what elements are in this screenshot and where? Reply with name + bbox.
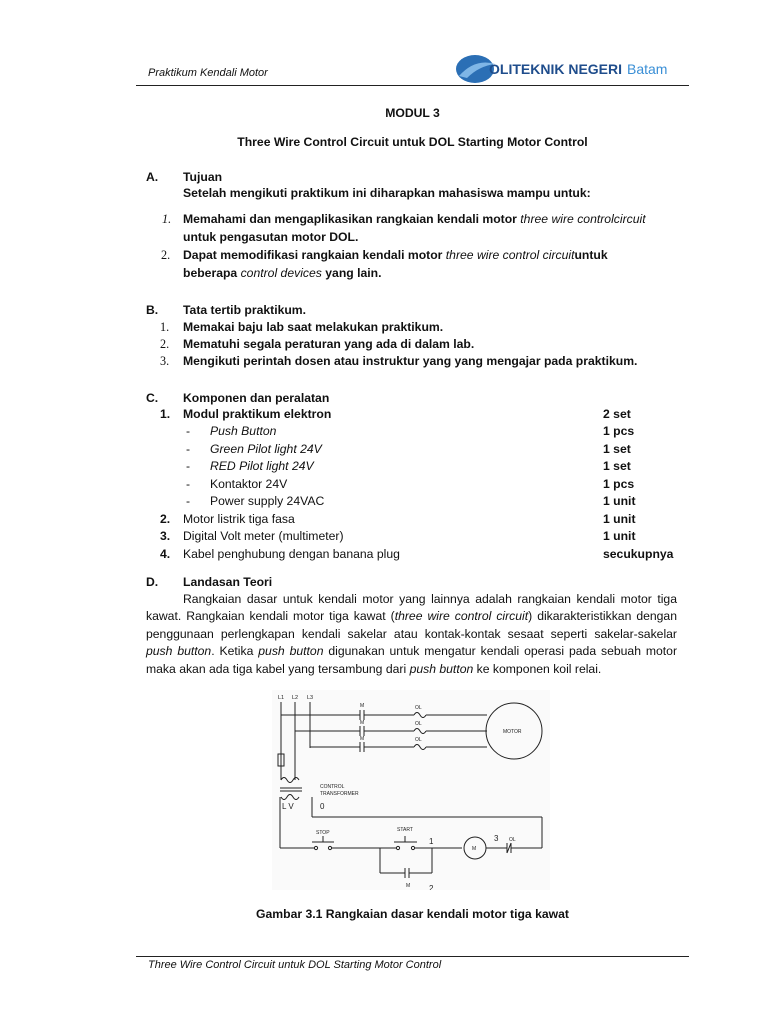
component-bullet: - (186, 494, 191, 508)
label-m: M (360, 720, 365, 726)
theory-text: Rangkaian dasar untuk kendali motor yang lainnya adalah rangkaian kendali motor tiga kawat. Rangkaian kendali motor tiga kawat ( (146, 592, 677, 624)
objective-2-line2-emphasis: control devices (240, 266, 322, 280)
theory-emphasis: push button (146, 644, 212, 659)
section-c-heading: Komponen dan peralatan (183, 391, 330, 405)
header-document-title: Praktikum Kendali Motor (148, 67, 268, 79)
objective-2-text: Dapat memodifikasi rangkaian kendali motor (183, 248, 446, 262)
objective-1-emphasis: three wire controlcircuit (520, 212, 646, 226)
component-bullet: - (186, 459, 191, 473)
component-number: 1. (160, 407, 171, 421)
component-number: 2. (160, 512, 171, 526)
label-l2: L2 (292, 695, 299, 701)
section-a-letter: A. (146, 170, 159, 184)
section-a-intro: Setelah mengikuti praktikum ini diharapkan mahasiswa mampu untuk: (183, 186, 591, 200)
objective-2-line2b: yang lain. (321, 266, 382, 280)
list-number: 1. (160, 320, 170, 334)
label-ol: OL (415, 737, 422, 743)
theory-paragraph (146, 591, 677, 678)
section-d-heading: Landasan Teori (183, 575, 273, 589)
figure-caption: Gambar 3.1 Rangkaian dasar kendali motor tiga kawat (256, 907, 569, 921)
list-number: 2. (161, 248, 171, 262)
objective-2 (183, 247, 608, 264)
label-l3: L3 (307, 695, 314, 701)
objective-2-post: untuk (574, 248, 608, 262)
label-m: M (360, 736, 365, 742)
theory-text: ke komponen koil relai. (473, 661, 602, 676)
stop-label: STOP (316, 830, 330, 836)
header-rule (136, 85, 689, 86)
module-number: MODUL 3 (385, 106, 440, 120)
section-b-heading: Tata tertib praktikum. (183, 303, 307, 317)
component-name: Modul praktikum elektron (183, 407, 332, 421)
component-name: Push Button (210, 424, 277, 438)
component-name: Digital Volt meter (multimeter) (183, 529, 344, 543)
component-qty: 1 unit (603, 494, 636, 508)
objective-2-emphasis: three wire control circuit (445, 248, 575, 262)
theory-emphasis: three wire control circuit (394, 609, 529, 624)
objective-1-line2: untuk pengasutan motor DOL. (183, 230, 359, 244)
label-m: M (360, 703, 365, 709)
transformer-label: TRANSFORMER (320, 791, 359, 797)
component-name: Power supply 24VAC (210, 494, 325, 508)
start-label: START (397, 827, 413, 833)
list-number: 2. (160, 337, 170, 351)
component-qty: 2 set (603, 407, 631, 421)
label-ol: OL (415, 705, 422, 711)
component-qty: 1 set (603, 442, 631, 456)
logo-text: OLITEKNIK NEGERI (489, 61, 623, 77)
node-2-label: 2 (429, 884, 434, 890)
component-bullet: - (186, 424, 191, 438)
module-title: Three Wire Control Circuit untuk DOL Starting Motor Control (237, 135, 588, 149)
node-3-label: 3 (494, 834, 499, 843)
component-qty: 1 unit (603, 529, 636, 543)
component-number: 3. (160, 529, 171, 543)
node-1-label: 1 (429, 837, 434, 846)
theory-text: . Ketika (211, 644, 259, 659)
theory-text: digunakan untuk mengatur kendali operasi pada sebuah motor maka akan ada tiga kabel yang tersambung dari (146, 644, 678, 676)
motor-label: MOTOR (503, 729, 522, 735)
component-name: Motor listrik tiga fasa (183, 512, 295, 526)
component-qty: 1 set (603, 459, 631, 473)
circuit-diagram (272, 690, 550, 890)
section-a-heading: Tujuan (183, 170, 223, 184)
objective-1-text: Memahami dan mengaplikasikan rangkaian kendali motor (183, 212, 521, 226)
footer-text: Three Wire Control Circuit untuk DOL Starting Motor Control (148, 959, 442, 971)
label-m: M (406, 883, 411, 889)
logo-text-batam: Batam (627, 61, 668, 77)
lv-label: L V (282, 802, 294, 811)
objective-2-line2a: beberapa (183, 266, 241, 280)
section-b-letter: B. (146, 303, 159, 317)
section-c-letter: C. (146, 391, 159, 405)
component-name: RED Pilot light 24V (210, 459, 314, 473)
objective-2-line2 (183, 265, 381, 282)
control-label: CONTROL (320, 784, 345, 790)
list-number: 3. (160, 354, 170, 368)
component-qty: 1 pcs (603, 477, 635, 491)
component-number: 4. (160, 547, 171, 561)
zero-label: 0 (320, 802, 325, 811)
rule-item: Mengikuti perintah dosen atau instruktur yang yang mengajar pada praktikum. (183, 354, 638, 368)
component-qty: secukupnya (603, 547, 674, 561)
label-l1: L1 (278, 695, 285, 701)
list-number: 1. (162, 212, 172, 226)
rule-item: Mematuhi segala peraturan yang ada di dalam lab. (183, 337, 475, 351)
rule-item: Memakai baju lab saat melakukan praktikum. (183, 320, 444, 334)
component-qty: 1 pcs (603, 424, 635, 438)
component-name: Green Pilot light 24V (210, 442, 322, 456)
theory-emphasis: push button (258, 644, 324, 659)
section-d-letter: D. (146, 575, 159, 589)
component-name: Kontaktor 24V (210, 477, 288, 491)
politeknik-logo (455, 52, 690, 86)
component-bullet: - (186, 477, 191, 491)
label-ol: OL (415, 721, 422, 727)
theory-text: ) dikarakteristikkan dengan penggunaan perlengkapan kendali sakelar atau kontak-kontak sesaat seperti sakelar-sakelar (146, 609, 677, 641)
component-bullet: - (186, 442, 191, 456)
label-ol: OL (509, 837, 516, 843)
footer-rule (136, 956, 689, 957)
coil-label: M (472, 846, 477, 852)
component-qty: 1 unit (603, 512, 636, 526)
objective-1 (183, 211, 646, 228)
theory-emphasis: push button (409, 661, 474, 676)
component-name: Kabel penghubung dengan banana plug (183, 547, 400, 561)
